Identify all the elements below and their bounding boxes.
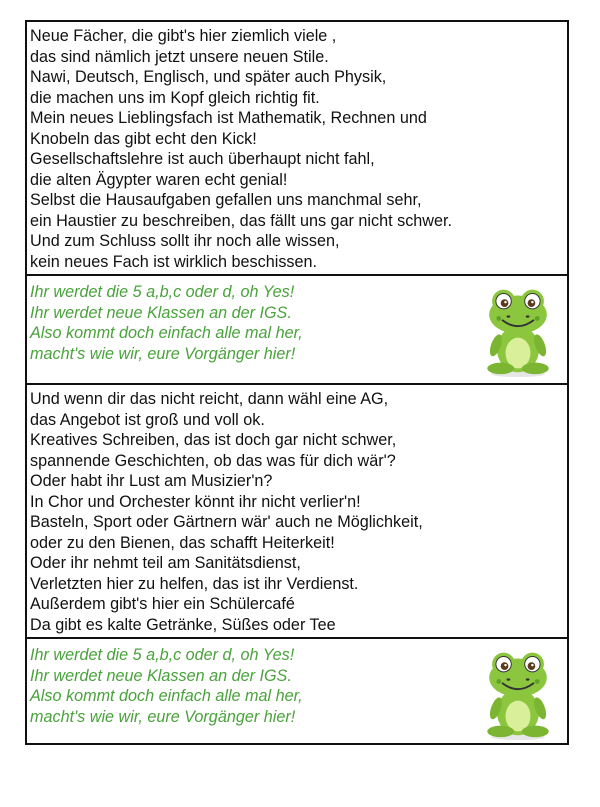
chorus-line: Ihr werdet die 5 a,b,c oder d, oh Yes! <box>30 283 295 301</box>
frog-icon <box>479 645 557 741</box>
song-lyrics-sheet <box>25 20 569 745</box>
verse-1 <box>27 22 567 276</box>
chorus-line: Ihr werdet neue Klassen an der IGS. <box>30 303 292 322</box>
verse-line: Außerdem gibt's hier ein Schülercafé <box>30 595 295 613</box>
chorus-line: Ihr werdet die 5 a,b,c oder d, oh Yes! <box>30 646 295 664</box>
verse-line: Da gibt es kalte Getränke, Süßes oder Tee <box>30 615 336 634</box>
verse-line: Selbst die Hausaufgaben gefallen uns manchmal sehr, <box>30 191 422 209</box>
verse-line: die alten Ägypter waren echt genial! <box>30 170 288 189</box>
chorus-line: macht's wie wir, eure Vorgänger hier! <box>30 344 296 363</box>
verse-line: Neue Fächer, die gibt's hier ziemlich viele , <box>30 27 337 45</box>
chorus-line: Also kommt doch einfach alle mal her, <box>30 687 303 705</box>
verse-line: das sind nämlich jetzt unsere neuen Stile. <box>30 47 329 66</box>
verse-line: Nawi, Deutsch, Englisch, und später auch Physik, <box>30 68 387 86</box>
verse-line: die machen uns im Kopf gleich richtig fit. <box>30 88 320 107</box>
chorus-line: Also kommt doch einfach alle mal her, <box>30 324 303 342</box>
chorus-line: macht's wie wir, eure Vorgänger hier! <box>30 707 296 726</box>
frog-icon <box>479 282 557 378</box>
verse-line: Oder ihr nehmt teil am Sanitätsdienst, <box>30 554 301 572</box>
verse-line: Knobeln das gibt echt den Kick! <box>30 129 257 148</box>
verse-line: Verletzten hier zu helfen, das ist ihr Verdienst. <box>30 574 359 593</box>
chorus-1 <box>27 276 567 385</box>
chorus-line: Ihr werdet neue Klassen an der IGS. <box>30 666 292 685</box>
verse-line: das Angebot ist groß und voll ok. <box>30 410 265 429</box>
verse-line: Mein neues Lieblingsfach ist Mathematik, Rechnen und <box>30 109 427 127</box>
verse-line: Gesellschaftslehre ist auch überhaupt nicht fahl, <box>30 150 375 168</box>
verse-line: Oder habt ihr Lust am Musizier'n? <box>30 472 273 490</box>
verse-line: spannende Geschichten, ob das was für dich wär'? <box>30 451 396 470</box>
verse-line: In Chor und Orchester könnt ihr nicht verlier'n! <box>30 492 361 511</box>
verse-line: Kreatives Schreiben, das ist doch gar nicht schwer, <box>30 431 397 449</box>
chorus-2 <box>27 639 567 743</box>
verse-line: oder zu den Bienen, das schafft Heiterkeit! <box>30 533 335 552</box>
verse-line: kein neues Fach ist wirklich beschissen. <box>30 252 318 271</box>
verse-line: Und zum Schluss sollt ihr noch alle wissen, <box>30 232 340 250</box>
verse-line: Basteln, Sport oder Gärtnern wär' auch ne Möglichkeit, <box>30 513 423 531</box>
verse-line: Und wenn dir das nicht reicht, dann wähl eine AG, <box>30 390 389 408</box>
verse-2 <box>27 385 567 639</box>
verse-line: ein Haustier zu beschreiben, das fällt uns gar nicht schwer. <box>30 211 452 230</box>
